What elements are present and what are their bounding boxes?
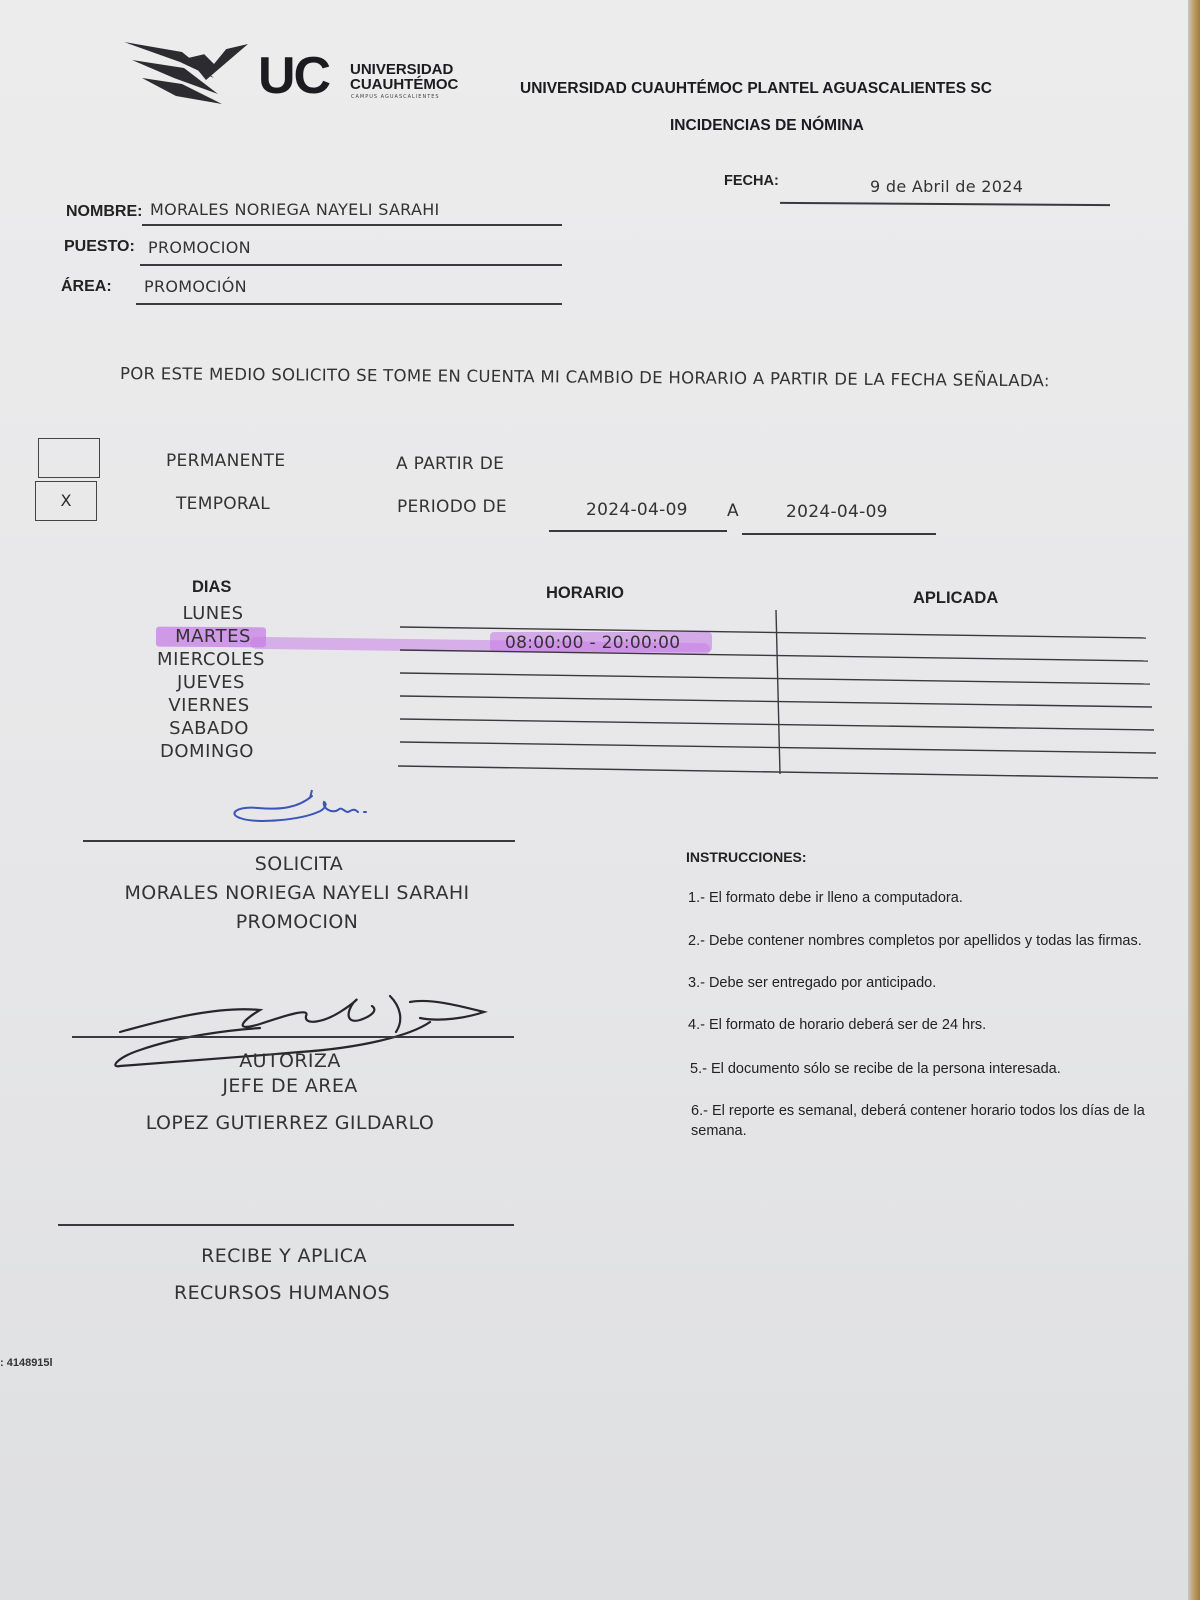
- periodo-from-value: 2024-04-09: [586, 500, 688, 520]
- puesto-label: PUESTO:: [64, 238, 135, 255]
- instruction-item-3: 3.- Debe ser entregado por anticipado.: [688, 975, 937, 991]
- area-value: PROMOCIÓN: [144, 277, 247, 296]
- recibe-signature-line: [58, 1224, 514, 1226]
- autoriza-signature-line: [72, 1036, 514, 1038]
- instruction-item-6-cont: semana.: [691, 1123, 747, 1139]
- temporal-label: TEMPORAL: [176, 494, 271, 514]
- day-martes: MARTES: [175, 626, 251, 647]
- day-sabado: SABADO: [169, 718, 249, 739]
- nombre-label: NOMBRE:: [66, 203, 143, 220]
- form-title: INCIDENCIAS DE NÓMINA: [670, 117, 864, 134]
- instruction-item-6: 6.- El reporte es semanal, deberá contener horario todos los días de la: [691, 1103, 1145, 1119]
- day-jueves: JUEVES: [177, 672, 245, 693]
- solicita-signature-icon: [228, 788, 388, 828]
- col-horario-header: HORARIO: [546, 584, 624, 602]
- day-miercoles: MIERCOLES: [157, 649, 265, 670]
- nombre-value: MORALES NORIEGA NAYELI SARAHI: [150, 200, 440, 219]
- logo-line-1: UNIVERSIDAD: [350, 61, 454, 78]
- logo-line-3: CAMPUS AGUASCALIENTES: [351, 94, 440, 100]
- autoriza-title: JEFE DE AREA: [222, 1075, 358, 1097]
- autoriza-role: AUTORIZA: [239, 1050, 341, 1072]
- autoriza-name: LOPEZ GUTIERREZ GILDARLO: [145, 1112, 435, 1134]
- instruction-item-4: 4.- El formato de horario deberá ser de 24 hrs.: [688, 1017, 987, 1033]
- periodo-label: PERIODO DE: [397, 497, 507, 517]
- footer-code: : 4148915l: [0, 1357, 53, 1369]
- recibe-role: RECIBE Y APLICA: [201, 1245, 367, 1267]
- recibe-dept: RECURSOS HUMANOS: [174, 1282, 390, 1304]
- day-lunes: LUNES: [182, 603, 244, 624]
- logo-line-2: CUAUHTÉMOC: [350, 76, 459, 93]
- martes-horario-value: 08:00:00 - 20:00:00: [505, 633, 681, 653]
- fecha-value: 9 de Abril de 2024: [870, 177, 1024, 196]
- col-aplicada-header: APLICADA: [913, 589, 999, 607]
- solicita-signature-line: [83, 840, 515, 842]
- col-dias-header: DIAS: [192, 578, 232, 596]
- temporal-check-mark: X: [60, 491, 72, 510]
- instruction-item-5: 5.- El documento sólo se recibe de la persona interesada.: [690, 1061, 1061, 1077]
- schedule-grid: [0, 0, 1190, 800]
- instructions-title: INSTRUCCIONES:: [686, 849, 807, 865]
- permanente-label: PERMANENTE: [166, 451, 286, 471]
- logo-monogram: UC: [258, 47, 330, 105]
- periodo-separator: A: [727, 501, 739, 521]
- day-viernes: VIERNES: [168, 695, 250, 716]
- instruction-item-2: 2.- Debe contener nombres completos por apellidos y todas las firmas.: [688, 933, 1142, 949]
- institution-title: UNIVERSIDAD CUAUHTÉMOC PLANTEL AGUASCALIENTES SC: [520, 80, 992, 97]
- solicita-dept: PROMOCION: [235, 911, 359, 933]
- instruction-item-1: 1.- El formato debe ir lleno a computadora.: [688, 890, 963, 906]
- request-statement: POR ESTE MEDIO SOLICITO SE TOME EN CUENTA MI CAMBIO DE HORARIO A PARTIR DE LA FECHA SEÑALADA:: [119, 364, 1050, 391]
- fecha-label: FECHA:: [724, 173, 779, 189]
- puesto-value: PROMOCION: [148, 238, 251, 257]
- table-edge: [1188, 0, 1200, 1600]
- periodo-to-value: 2024-04-09: [786, 502, 888, 522]
- area-label: ÁREA:: [61, 278, 112, 295]
- a-partir-de-label: A PARTIR DE: [396, 454, 505, 474]
- solicita-role: SOLICITA: [254, 853, 344, 875]
- solicita-name: MORALES NORIEGA NAYELI SARAHI: [124, 882, 470, 904]
- day-domingo: DOMINGO: [160, 741, 254, 762]
